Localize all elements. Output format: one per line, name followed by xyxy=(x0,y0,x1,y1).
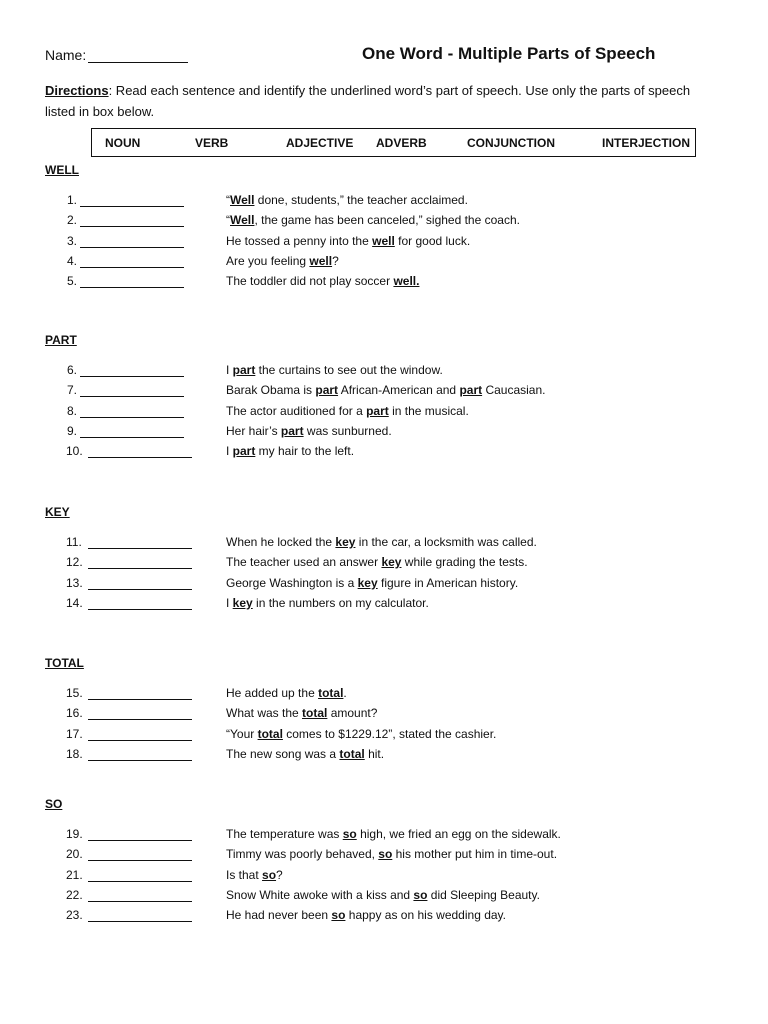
question-sentence xyxy=(226,213,520,227)
sentence-text: Snow White awoke with a kiss and xyxy=(226,887,414,902)
answer-blank[interactable] xyxy=(88,446,192,458)
question-sentence xyxy=(226,383,545,397)
sentence-text: Timmy was poorly behaved, xyxy=(226,847,379,862)
target-word: so xyxy=(342,827,357,841)
target-word: total xyxy=(257,726,283,741)
target-word: key xyxy=(335,535,356,549)
question-sentence xyxy=(226,868,283,882)
question-number: 8. xyxy=(67,403,78,418)
answer-blank[interactable] xyxy=(88,870,192,882)
question-number: 21. xyxy=(66,867,83,882)
target-word: Well xyxy=(230,213,255,228)
directions-text: : Read each sentence and identify the underlined word’s part of speech. Use only the parts of speech listed in box below. xyxy=(45,83,691,119)
target-word: part xyxy=(280,423,304,438)
sentence-text: What was the xyxy=(226,706,303,721)
sentence-text: ? xyxy=(332,253,339,268)
answer-blank[interactable] xyxy=(80,406,184,418)
target-word: so xyxy=(331,908,346,923)
question-sentence xyxy=(226,908,506,922)
section-heading: KEY xyxy=(45,505,70,519)
question-number: 22. xyxy=(66,887,83,902)
answer-blank[interactable] xyxy=(80,276,184,288)
question-number: 3. xyxy=(67,233,78,248)
sentence-text: in the musical. xyxy=(388,403,469,418)
answer-blank[interactable] xyxy=(88,910,192,922)
question-number: 23. xyxy=(66,908,83,923)
sentence-text: George Washington is a xyxy=(226,575,358,590)
question-sentence xyxy=(226,404,469,418)
sentence-text: He had never been xyxy=(226,908,332,923)
question-number: 9. xyxy=(67,423,78,438)
question-sentence xyxy=(226,596,429,610)
sentence-text: The actor auditioned for a xyxy=(226,403,367,418)
question-number: 18. xyxy=(66,746,83,761)
question-sentence xyxy=(226,747,384,761)
target-word: total xyxy=(302,706,328,721)
sentence-text: When he locked the xyxy=(226,535,336,549)
pos-conjunction: CONJUNCTION xyxy=(467,136,556,150)
section-heading: SO xyxy=(45,797,63,811)
sentence-text: amount? xyxy=(327,706,378,721)
question-number: 1. xyxy=(67,193,78,207)
sentence-text: “Your xyxy=(226,726,258,741)
target-word: part xyxy=(366,403,389,418)
answer-blank[interactable] xyxy=(88,849,192,861)
answer-blank[interactable] xyxy=(88,688,192,700)
parts-of-speech-box xyxy=(91,128,696,157)
answer-blank[interactable] xyxy=(88,749,192,761)
sentence-text: the curtains to see out the window. xyxy=(255,363,443,377)
pos-interjection: INTERJECTION xyxy=(602,136,691,150)
target-word: well. xyxy=(393,274,420,289)
question-number: 17. xyxy=(66,726,83,741)
sentence-text: my hair to the left. xyxy=(255,444,355,459)
answer-blank[interactable] xyxy=(88,729,192,741)
answer-blank[interactable] xyxy=(80,236,184,248)
question-number: 16. xyxy=(66,706,83,721)
answer-blank[interactable] xyxy=(88,578,192,590)
question-sentence xyxy=(226,555,528,569)
answer-blank[interactable] xyxy=(80,365,184,377)
question-number: 2. xyxy=(67,213,78,228)
question-number: 10. xyxy=(66,444,83,459)
sentence-text: . xyxy=(343,686,347,700)
answer-blank[interactable] xyxy=(80,426,184,438)
question-sentence xyxy=(226,727,496,741)
question-number: 15. xyxy=(66,686,83,700)
target-word: part xyxy=(315,383,339,398)
question-number: 6. xyxy=(67,363,78,377)
pos-verb: VERB xyxy=(195,136,229,150)
target-word: so xyxy=(378,847,393,862)
answer-blank[interactable] xyxy=(88,557,192,569)
name-field xyxy=(45,47,188,63)
target-word: total xyxy=(318,686,344,700)
name-blank[interactable] xyxy=(88,48,188,63)
answer-blank[interactable] xyxy=(88,537,192,549)
question-sentence xyxy=(226,847,557,861)
sentence-text: in the numbers on my calculator. xyxy=(252,595,429,610)
sentence-text: Are you feeling xyxy=(226,253,310,268)
question-sentence xyxy=(226,827,561,841)
sentence-text: The toddler did not play soccer xyxy=(226,274,394,289)
question-sentence xyxy=(226,363,443,377)
sentence-text: for good luck. xyxy=(394,233,471,248)
answer-blank[interactable] xyxy=(80,195,184,207)
name-label: Name: xyxy=(45,47,87,63)
target-word: total xyxy=(339,746,365,761)
sentence-text: high, we fried an egg on the sidewalk. xyxy=(356,827,561,841)
target-word: part xyxy=(232,444,256,459)
target-word: well xyxy=(372,233,395,248)
answer-blank[interactable] xyxy=(80,256,184,268)
directions-lead: Directions xyxy=(45,83,109,98)
target-word: so xyxy=(262,867,277,882)
answer-blank[interactable] xyxy=(88,829,192,841)
sentence-text: He tossed a penny into the xyxy=(226,233,373,248)
sentence-text: , the game has been canceled,” sighed the coach. xyxy=(254,213,520,228)
pos-noun: NOUN xyxy=(105,136,141,150)
question-sentence xyxy=(226,535,537,549)
sentence-text: I xyxy=(226,444,233,459)
question-sentence xyxy=(226,234,470,248)
question-sentence xyxy=(226,444,354,458)
sentence-text: The teacher used an answer xyxy=(226,555,382,570)
sentence-text: Barak Obama is xyxy=(226,383,316,398)
question-number: 4. xyxy=(67,253,78,268)
answer-blank[interactable] xyxy=(80,385,184,397)
target-word: part xyxy=(459,383,483,398)
pos-adverb: ADVERB xyxy=(376,136,427,150)
sentence-text: done, students,” the teacher acclaimed. xyxy=(254,193,468,207)
answer-blank[interactable] xyxy=(88,708,192,720)
sentence-text: comes to $1229.12”, stated the cashier. xyxy=(282,726,497,741)
question-number: 20. xyxy=(66,847,83,862)
sentence-text: Her hair’s xyxy=(226,423,281,438)
section-heading: TOTAL xyxy=(45,656,84,670)
target-word: so xyxy=(413,887,428,902)
sentence-text: The new song was a xyxy=(226,746,340,761)
question-sentence xyxy=(226,424,392,438)
sentence-text: happy as on his wedding day. xyxy=(345,908,506,923)
answer-blank[interactable] xyxy=(80,215,184,227)
question-number: 14. xyxy=(66,595,83,610)
target-word: part xyxy=(232,363,256,377)
question-number: 5. xyxy=(67,274,78,289)
sentence-text: He added up the xyxy=(226,686,319,700)
question-number: 12. xyxy=(66,555,83,570)
question-sentence xyxy=(226,686,347,700)
question-sentence xyxy=(226,706,377,720)
target-word: key xyxy=(381,555,402,570)
answer-blank[interactable] xyxy=(88,598,192,610)
target-word: Well xyxy=(230,193,255,207)
sentence-text: in the car, a locksmith was called. xyxy=(355,535,537,549)
sentence-text: figure in American history. xyxy=(377,575,519,590)
sentence-text: Is that xyxy=(226,867,263,882)
target-word: key xyxy=(357,575,378,590)
sentence-text: African-American and xyxy=(338,383,460,398)
question-sentence xyxy=(226,888,540,902)
sentence-text: Caucasian. xyxy=(482,383,546,398)
sentence-text: his mother put him in time-out. xyxy=(392,847,558,862)
question-sentence xyxy=(226,193,468,207)
page-title: One Word - Multiple Parts of Speech xyxy=(362,44,656,63)
sentence-text: The temperature was xyxy=(226,827,343,841)
sentence-text: while grading the tests. xyxy=(401,555,528,570)
question-number: 13. xyxy=(66,575,83,590)
sentence-text: “ xyxy=(226,193,230,207)
sentence-text: I xyxy=(226,595,233,610)
question-number: 11. xyxy=(66,535,82,549)
section-heading: WELL xyxy=(45,163,79,177)
question-sentence xyxy=(226,274,419,288)
sentence-text: I xyxy=(226,363,233,377)
question-number: 7. xyxy=(67,383,78,398)
answer-blank[interactable] xyxy=(88,890,192,902)
section-heading: PART xyxy=(45,333,77,347)
sentence-text: did Sleeping Beauty. xyxy=(427,887,540,902)
directions xyxy=(45,80,705,122)
sentence-text: “ xyxy=(226,213,230,228)
question-number: 19. xyxy=(66,827,83,841)
target-word: well xyxy=(309,253,333,268)
sentence-text: ? xyxy=(276,867,283,882)
pos-adjective: ADJECTIVE xyxy=(286,136,354,150)
sentence-text: hit. xyxy=(364,746,385,761)
sentence-text: was sunburned. xyxy=(303,423,392,438)
question-sentence xyxy=(226,576,518,590)
question-sentence xyxy=(226,254,339,268)
target-word: key xyxy=(232,595,253,610)
